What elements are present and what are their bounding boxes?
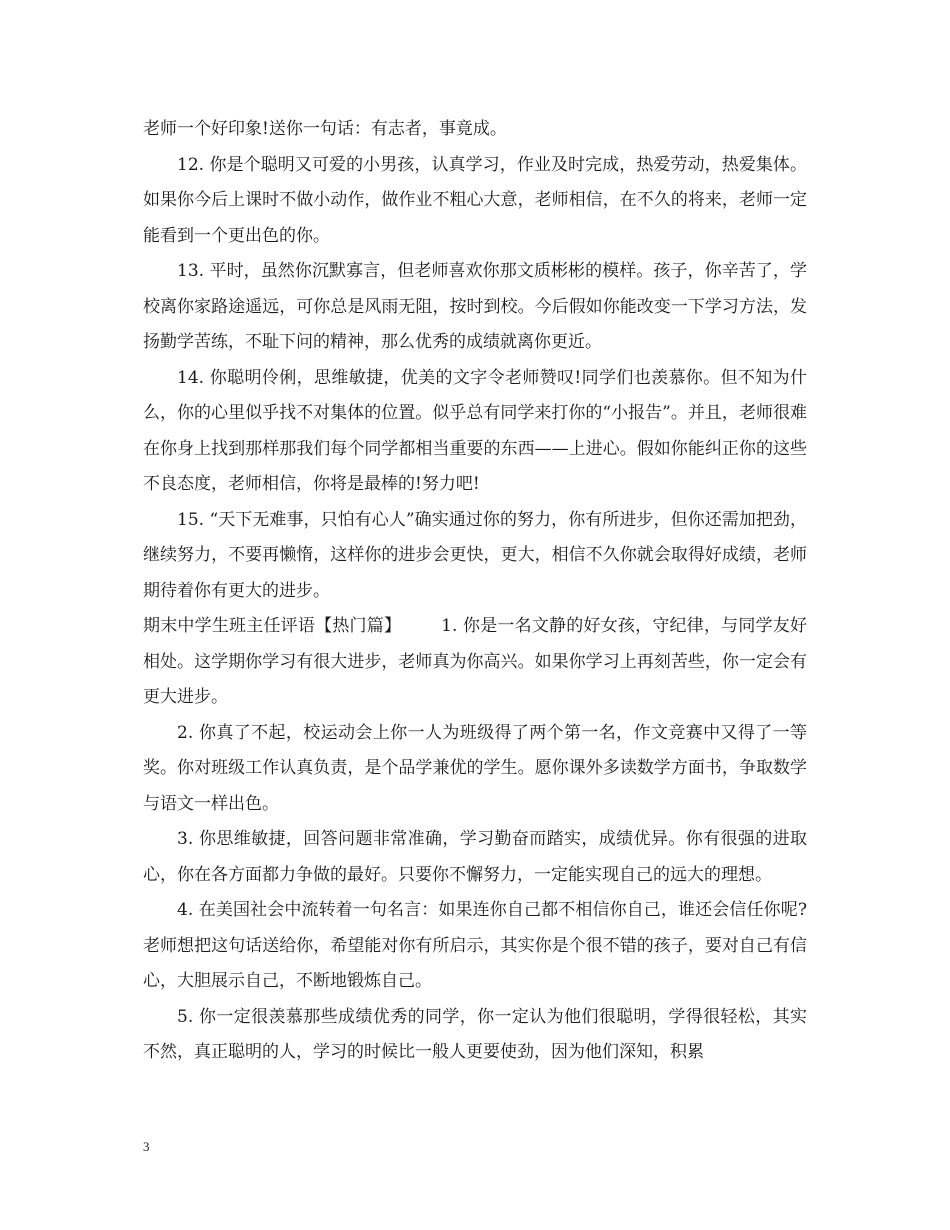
paragraph-comment-14: 14. 你聪明伶俐，思维敏捷，优美的文字令老师赞叹!同学们也羡慕你。但不知为什么，你的心里似乎找不对集体的位置。似乎总有同学来打你的“小报告”。并且，老师很难在你身上找到那样那我们每个同学都相当重要的东西——上进心。假如你能纠正你的这些不良态度，老师相信，你将是最棒的!努力吧! [143,367,807,494]
page-number: 3 [143,1139,150,1154]
paragraph-comment-12: 12. 你是个聪明又可爱的小男孩，认真学习，作业及时完成，热爱劳动，热爱集体。如果你今后上课时不做小动作，做作业不粗心大意，老师相信，在不久的将来，老师一定能看到一个更出色的你。 [143,154,807,246]
section-comment-4: 4. 在美国社会中流转着一句名言：如果连你自己都不相信你自己，谁还会信任你呢?老师想把这句话送给你，希望能对你有所启示，其实你是个很不错的孩子，要对自己有信心，大胆展示自己，不断地锻炼自己。 [143,900,807,991]
paragraph-continuation: 老师一个好印象!送你一句话：有志者，事竟成。 [143,119,507,139]
paragraph-comment-13: 13. 平时，虽然你沉默寡言，但老师喜欢你那文质彬彬的模样。孩子，你辛苦了，学校离你家路途遥远，可你总是风雨无阻，按时到校。今后假如你能改变一下学习方法，发扬勤学苦练，不耻下问的精神，那么优秀的成绩就离你更近。 [143,261,807,352]
section-heading: 期末中学生班主任评语【热门篇】 [143,616,402,636]
paragraph-comment-15: 15. “天下无难事，只怕有心人”确实通过你的努力，你有所进步，但你还需加把劲，继续努力，不要再懒惰，这样你的进步会更快，更大，相信不久你就会取得好成绩，老师期待着你有更大的进步。 [143,509,807,601]
section-comment-3: 3. 你思维敏捷，回答问题非常准确，学习勤奋而踏实，成绩优异。你有很强的进取心，你在各方面都力争做的最好。只要你不懈努力，一定能实现自己的远大的理想。 [143,829,807,885]
section-paragraph-1 [143,609,807,716]
section-comment-2: 2. 你真了不起，校运动会上你一人为班级得了两个第一名，作文竞赛中又得了一等奖。你对班级工作认真负责，是个品学兼优的学生。愿你课外多读数学方面书，争取数学与语文一样出色。 [143,722,807,814]
section-comment-1: 1. 你是一名文静的好女孩，守纪律，与同学友好相处。这学期你学习有很大进步，老师真为你高兴。如果你学习上再刻苦些，你一定会有更大进步。 [143,616,808,707]
document-body [143,112,807,1071]
section-comment-5: 5. 你一定很羡慕那些成绩优秀的同学，你一定认为他们很聪明，学得很轻松，其实不然，真正聪明的人，学习的时候比一般人更要使劲，因为他们深知，积累 [143,1006,807,1062]
